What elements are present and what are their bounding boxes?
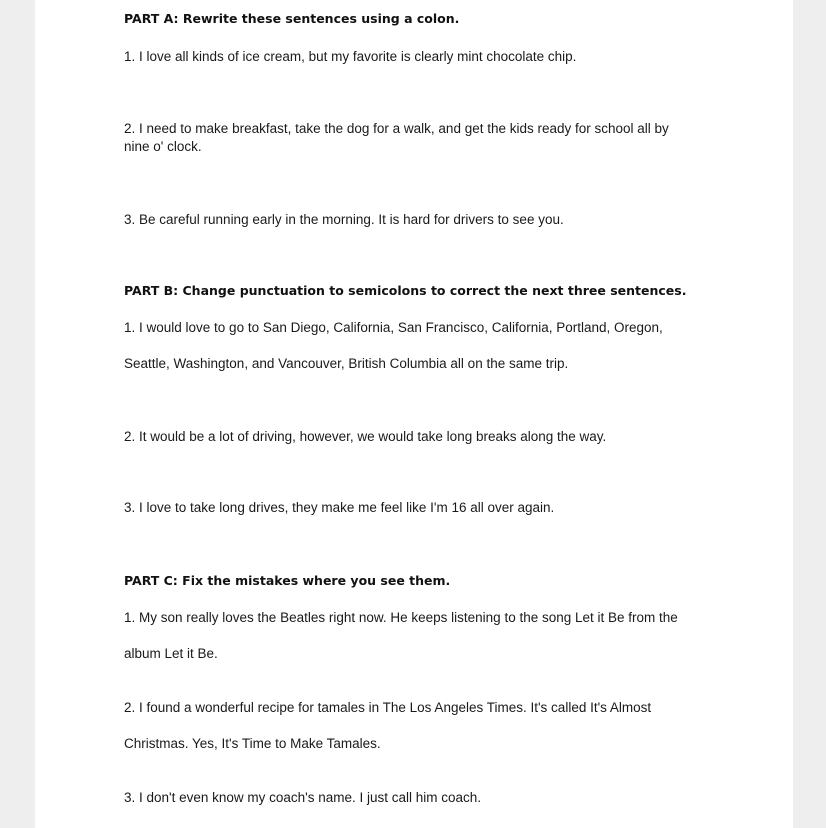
part-b-item-3: 3. I love to take long drives, they make me feel like I'm 16 all over again. <box>124 500 555 515</box>
part-a-item-2-line-2: nine o' clock. <box>124 139 202 154</box>
part-b-item-1-line-1: 1. I would love to go to San Diego, California, San Francisco, California, Portland, Oregon, <box>124 320 663 335</box>
part-c-item-1-line-1: 1. My son really loves the Beatles right now. He keeps listening to the song Let it Be from the <box>124 610 678 625</box>
part-a-item-2-line-1: 2. I need to make breakfast, take the dog for a walk, and get the kids ready for school all by <box>124 121 669 136</box>
part-c-item-2-line-1: 2. I found a wonderful recipe for tamales in The Los Angeles Times. It's called It's Almost <box>124 700 652 715</box>
part-c-heading: PART C: Fix the mistakes where you see them. <box>124 573 451 588</box>
part-c-item-3: 3. I don't even know my coach's name. I just call him coach. <box>124 790 482 805</box>
part-a-item-3: 3. Be careful running early in the morning. It is hard for drivers to see you. <box>124 212 564 227</box>
part-b-heading: PART B: Change punctuation to semicolons to correct the next three sentences. <box>124 283 687 298</box>
part-c-item-2-line-2: Christmas. Yes, It's Time to Make Tamales. <box>124 736 381 751</box>
part-b-item-1-line-2: Seattle, Washington, and Vancouver, British Columbia all on the same trip. <box>124 356 569 371</box>
part-a-item-1: 1. I love all kinds of ice cream, but my favorite is clearly mint chocolate chip. <box>124 49 577 64</box>
part-b-item-2: 2. It would be a lot of driving, however, we would take long breaks along the way. <box>124 429 607 444</box>
worksheet-page <box>35 0 793 828</box>
part-c-item-1-line-2: album Let it Be. <box>124 646 218 661</box>
part-a-heading: PART A: Rewrite these sentences using a colon. <box>124 11 460 26</box>
